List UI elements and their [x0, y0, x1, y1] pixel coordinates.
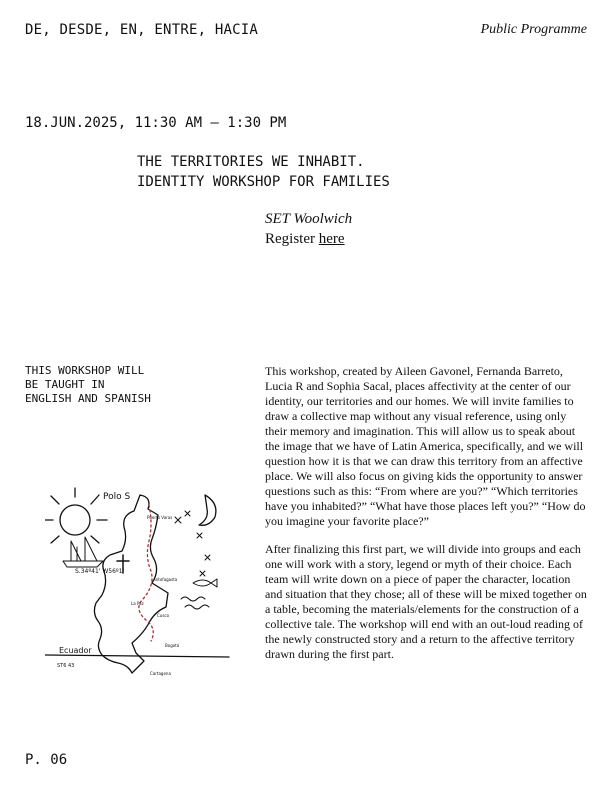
coords-label: S.34º41' W56º1' — [75, 568, 125, 575]
map-sketch-illustration — [45, 485, 235, 685]
map-label-ecuador: Ecuador — [59, 646, 92, 655]
language-note-line-2: BE TAUGHT IN — [25, 378, 105, 391]
register-link[interactable]: here — [318, 231, 345, 247]
event-date: 18.JUN.2025, 11:30 AM – 1:30 PM — [25, 115, 287, 131]
event-title — [137, 152, 390, 192]
description-paragraph-1: This workshop, created by Aileen Gavonel, Fernanda Barreto, Lucia R and Sophia Sacal, places affectivity at the center of our identity, our territories and our homes. We will invite families to draw a collective map without any visual reference, using only their memory and imagination. This will allow us to speak about the image that we have of Latin America, specifically, and we will question how it is that we can draw this territory from an affective place. We will also focus on giving kids the opportunity to answer questions such as this: “From where are you?” “Which territories have you inhabited?” “What have those places left you?” “How do you imagine your favorite place?” — [265, 364, 586, 528]
pole-label: Polo S — [103, 492, 131, 502]
route-path — [139, 505, 153, 641]
series-title: DE, DESDE, EN, ENTRE, HACIA — [25, 22, 258, 38]
map-label-puerto-varas: Puerto Varas — [147, 515, 173, 520]
map-label-la-paz: La Paz — [131, 601, 144, 606]
venue-block — [265, 209, 352, 249]
moon-icon — [199, 495, 216, 525]
equator-line — [45, 655, 229, 657]
description — [265, 364, 587, 675]
register-line — [265, 229, 352, 249]
event-location: SET Woolwich — [265, 211, 353, 227]
event-title-line-1: THE TERRITORIES WE INHABIT. — [137, 154, 365, 170]
map-label-antofagasta: Antofagasta — [153, 577, 178, 582]
fish-icon — [193, 579, 217, 587]
equator-note: ST6 43 — [57, 663, 75, 669]
page-number: P. 06 — [25, 752, 68, 768]
map-label-bogota: Bogotá — [165, 643, 180, 648]
sun-icon — [45, 488, 107, 543]
event-title-line-2: IDENTITY WORKSHOP FOR FAMILIES — [137, 174, 390, 190]
waves-icon — [181, 597, 209, 609]
language-note — [25, 364, 225, 406]
section-title: Public Programme — [480, 22, 587, 37]
register-prefix: Register — [265, 231, 315, 247]
language-note-line-3: ENGLISH AND SPANISH — [25, 392, 151, 405]
language-note-line-1: THIS WORKSHOP WILL — [25, 364, 145, 377]
map-label-cartagena: Cartagena — [150, 671, 171, 676]
continent-outline — [94, 495, 168, 673]
description-paragraph-2: After finalizing this first part, we will divide into groups and each one will work with a story, legend or myth of their choice. Each team will write down on a piece of paper the character, location and situation that they chose; all of these will be mixed together on a table, becoming the materials/elements for the construction of a collective tale. The workshop will end with an out-loud reading of the newly constructed story and a return to the affective territory drawn during the first part. — [265, 542, 587, 661]
map-label-cusco: Cusco — [157, 613, 170, 618]
